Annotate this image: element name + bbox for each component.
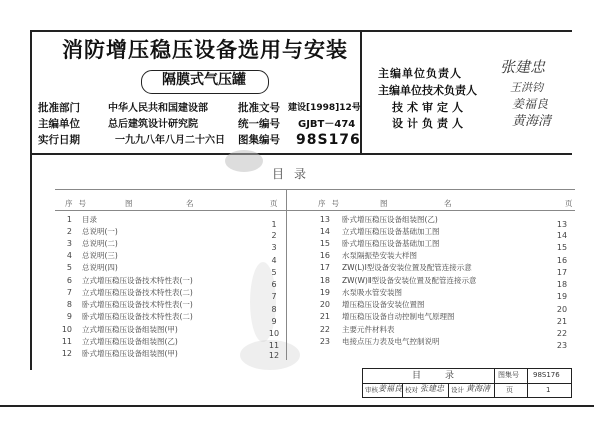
toc-row-number: 7	[66, 288, 72, 297]
toc-row-page: 10	[268, 329, 280, 338]
toc-row-number: 8	[66, 300, 72, 309]
approval-label: 批准部门	[38, 102, 80, 114]
toc-row-title: 立式增压稳压设备组装图(甲)	[82, 325, 178, 334]
resp-label-2: 主编单位技术负责人	[378, 84, 477, 97]
toc-row-number: 19	[319, 288, 330, 297]
toc-col-tu-right: 图	[380, 199, 388, 208]
atlas-no-label: 图集号	[498, 371, 519, 379]
toc-row-number: 5	[66, 263, 72, 272]
toc-row-title: 卧式增压稳压设备组装图(甲)	[82, 349, 178, 358]
toc-row-number: 15	[319, 239, 330, 248]
toc-col-ming-right: 名	[444, 199, 452, 208]
toc-row-page: 5	[271, 268, 277, 277]
toc-row-number: 6	[66, 276, 72, 285]
toc-row-page: 19	[556, 292, 568, 301]
toc-row-number: 12	[61, 349, 72, 358]
toc-row-number: 13	[319, 215, 330, 224]
toc-row-number: 14	[319, 227, 330, 236]
design-signature: 黄海清	[466, 384, 490, 393]
toc-row-page: 2	[271, 231, 277, 240]
editor-label: 主编单位	[38, 118, 80, 130]
toc-row-title: 立式增压稳压设备技术特性表(二)	[82, 288, 193, 297]
review-label: 审核	[365, 386, 378, 394]
toc-row-title: 增压稳压设备自动控制电气原理图	[342, 312, 455, 321]
toc-row-title: 电接点压力表及电气控制说明	[342, 337, 440, 346]
toc-row-number: 4	[66, 251, 72, 260]
doc-no-label: 批准文号	[238, 102, 280, 114]
toc-row-page: 21	[556, 317, 568, 326]
date-value: 一九九八年八月二十六日	[115, 135, 225, 146]
title-block-split-2	[527, 368, 528, 398]
toc-row-page: 3	[271, 243, 277, 252]
toc-heading: 目录	[272, 167, 317, 181]
toc-row-title: 卧式增压稳压设备基础加工图	[342, 239, 440, 248]
unified-label: 统一编号	[238, 118, 280, 130]
toc-row-number: 3	[66, 239, 72, 248]
toc-row-title: 卧式增压稳压设备组装图(乙)	[342, 215, 438, 224]
header-divider	[30, 153, 572, 155]
toc-row-page: 22	[556, 329, 568, 338]
resp-signature-3: 姜福良	[512, 97, 549, 111]
resp-signature-1: 张建忠	[500, 58, 546, 76]
frame-bottom-rule	[0, 405, 594, 407]
title-block-split-3	[402, 383, 403, 397]
check-label: 校对	[405, 386, 418, 394]
toc-row-page: 7	[271, 292, 277, 301]
toc-row-number: 2	[66, 227, 72, 236]
toc-header-underline	[55, 210, 575, 211]
toc-row-page: 13	[556, 220, 568, 229]
toc-col-no-right: 序号	[318, 199, 345, 208]
title-block-left	[362, 368, 363, 398]
page-value: 1	[546, 386, 551, 394]
toc-row-page: 23	[556, 341, 568, 350]
page-subtitle: 隔膜式气压罐	[162, 72, 246, 88]
toc-row-page: 15	[556, 243, 568, 252]
toc-row-number: 23	[319, 337, 330, 346]
design-label: 设计	[451, 386, 464, 394]
scan-speck	[225, 150, 263, 172]
toc-row-title: 增压稳压设备安装位置图	[342, 300, 425, 309]
toc-row-number: 22	[319, 325, 330, 334]
frame-left-rule	[30, 30, 32, 370]
toc-row-page: 8	[271, 305, 277, 314]
atlas-value: 98S176	[296, 132, 361, 148]
resp-label-3: 技术审定人	[392, 101, 467, 114]
toc-row-title: 卧式增压稳压设备技术特性表(二)	[82, 312, 193, 321]
toc-row-title: 立式增压稳压设备基础加工图	[342, 227, 440, 236]
atlas-no-value: 98S176	[533, 371, 560, 379]
toc-row-title: 总说明(一)	[82, 227, 118, 236]
toc-row-title: 立式增压稳压设备技术特性表(一)	[82, 276, 193, 285]
toc-row-page: 9	[271, 317, 277, 326]
toc-row-title: 总说明(四)	[82, 263, 118, 272]
resp-label-1: 主编单位负责人	[378, 67, 462, 80]
doc-no-value: 建设[1998]12号	[288, 103, 361, 113]
resp-signature-2: 王洪钧	[510, 81, 543, 94]
title-block-bottom	[362, 397, 572, 398]
frame-top-rule	[30, 30, 572, 32]
editor-value: 总后建筑设计研究院	[108, 119, 198, 130]
toc-row-number: 21	[319, 312, 330, 321]
toc-row-title: 总说明(三)	[82, 251, 118, 260]
toc-row-page: 12	[268, 351, 280, 360]
toc-heading-underline	[55, 189, 575, 190]
toc-row-page: 6	[271, 280, 277, 289]
toc-col-no-left: 序号	[65, 199, 92, 208]
toc-row-title: 水泵隔振垫安装大样图	[342, 251, 417, 260]
sheet-title: 目 录	[412, 371, 457, 381]
toc-row-page: 20	[556, 305, 568, 314]
toc-row-page: 17	[556, 268, 568, 277]
toc-row-page: 4	[271, 256, 277, 265]
title-block-split-1	[494, 368, 495, 398]
toc-row-number: 18	[319, 276, 330, 285]
title-block-top	[362, 368, 572, 369]
toc-row-number: 16	[319, 251, 330, 260]
toc-column-divider	[286, 190, 287, 360]
toc-row-number: 10	[61, 325, 72, 334]
toc-col-page-right: 页	[565, 199, 573, 208]
unified-value: GJBT－474	[298, 119, 356, 130]
title-block-split-4	[448, 383, 449, 397]
toc-row-number: 17	[319, 263, 330, 272]
date-label: 实行日期	[38, 134, 80, 146]
toc-row-page: 14	[556, 231, 568, 240]
toc-row-title: 主要元件材料表	[342, 325, 395, 334]
toc-row-number: 9	[66, 312, 72, 321]
toc-col-page-left: 页	[270, 199, 278, 208]
toc-row-title: 卧式增压稳压设备技术特性表(一)	[82, 300, 193, 309]
check-signature: 张建忠	[420, 384, 444, 393]
toc-row-title: 总说明(二)	[82, 239, 118, 248]
toc-col-tu-left: 图	[125, 199, 133, 208]
toc-row-page: 16	[556, 256, 568, 265]
toc-row-page: 11	[268, 341, 280, 350]
atlas-label: 图集编号	[238, 134, 280, 146]
toc-row-title: 目录	[82, 215, 97, 224]
toc-row-number: 1	[66, 215, 72, 224]
page-label: 页	[506, 386, 513, 394]
toc-row-title: 水泵吸水管安装图	[342, 288, 402, 297]
toc-col-ming-left: 名	[186, 199, 194, 208]
review-signature: 姜福良	[378, 384, 402, 393]
page-title: 消防增压稳压设备选用与安装	[62, 38, 348, 62]
title-block-right	[571, 368, 572, 398]
resp-signature-4: 黄海清	[512, 114, 552, 129]
toc-row-title: ZW(W)Ⅱ型设备安装位置及配管连接示意	[342, 276, 477, 285]
resp-label-4: 设计负责人	[392, 117, 467, 130]
toc-row-title: 立式增压稳压设备组装图(乙)	[82, 337, 178, 346]
approval-value: 中华人民共和国建设部	[108, 103, 208, 114]
toc-row-number: 11	[61, 337, 72, 346]
toc-row-page: 1	[271, 220, 277, 229]
toc-row-number: 20	[319, 300, 330, 309]
toc-row-page: 18	[556, 280, 568, 289]
toc-row-title: ZW(L)Ⅰ型设备安装位置及配管连接示意	[342, 263, 472, 272]
